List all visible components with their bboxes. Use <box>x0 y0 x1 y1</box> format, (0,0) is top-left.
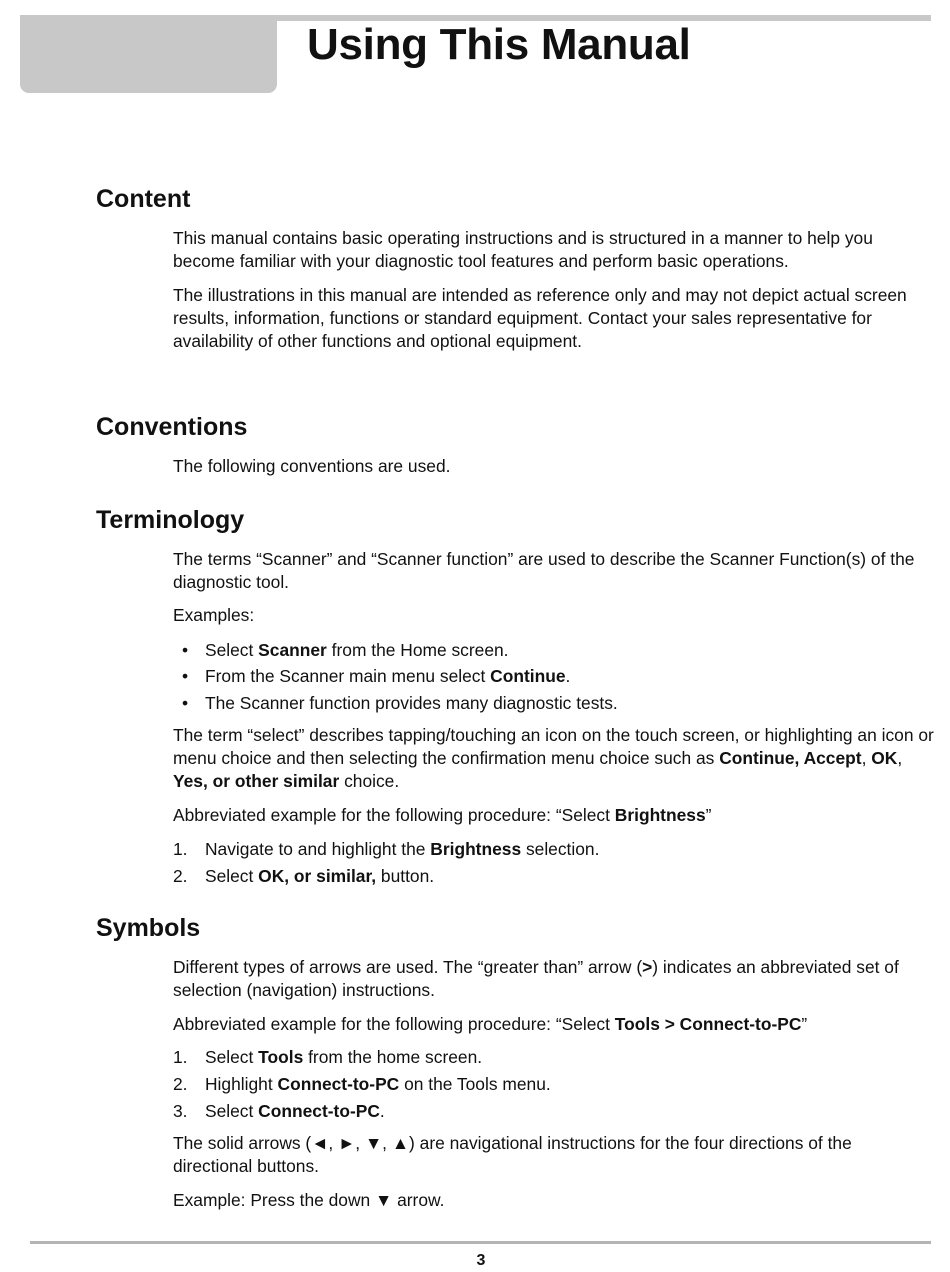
conventions-paragraph: The following conventions are used. <box>173 456 451 476</box>
bullet-marker: • <box>182 640 189 660</box>
section-heading-content: Content <box>96 185 191 213</box>
page-title: Using This Manual <box>307 20 691 69</box>
step-number: 1. <box>173 839 188 859</box>
header-tab-block <box>20 15 277 93</box>
section-heading-terminology: Terminology <box>96 506 245 534</box>
step-number: 1. <box>173 1047 188 1067</box>
bullet-marker: • <box>182 693 189 713</box>
section-heading-symbols: Symbols <box>96 914 201 942</box>
step-number: 2. <box>173 1074 188 1094</box>
abbreviated-example-tools: Abbreviated example for the following procedure: “Select Tools > Connect-to-PC” <box>173 1014 808 1034</box>
content-paragraph-2: The illustrations in this manual are intended as reference only and may not depict actual screen results, information, functions or standard equipment. Contact your sales representative for availability of other functions and optional equipment. <box>173 285 907 352</box>
examples-label: Examples: <box>173 605 255 625</box>
abbreviated-example-brightness: Abbreviated example for the following procedure: “Select Brightness” <box>173 805 712 825</box>
page-number: 3 <box>476 1252 486 1269</box>
terminology-paragraph: The terms “Scanner” and “Scanner function” are used to describe the Scanner Function(s) of the diagnostic tool. <box>173 549 915 593</box>
select-term-paragraph: The term “select” describes tapping/touching an icon on the touch screen, or highlighting an icon or menu choice and then selecting the confirmation menu choice such as Continue, Accept, OK, Yes, or other similar choice. <box>173 725 934 792</box>
solid-arrows-paragraph: The solid arrows (◄, ►, ▼, ▲) are navigational instructions for the four directions of the directional buttons. <box>173 1133 852 1177</box>
symbols-paragraph: Different types of arrows are used. The “greater than” arrow (>) indicates an abbreviated set of selection (navigation) instructions. <box>173 957 899 1001</box>
section-heading-conventions: Conventions <box>96 413 248 441</box>
step-number: 2. <box>173 866 188 886</box>
step-number: 3. <box>173 1101 188 1121</box>
footer-rule <box>30 1241 931 1244</box>
down-arrow-example: Example: Press the down ▼ arrow. <box>173 1190 445 1210</box>
content-paragraph-1: This manual contains basic operating instructions and is structured in a manner to help you become familiar with your diagnostic tool features and perform basic operations. <box>173 228 873 272</box>
bullet-marker: • <box>182 666 189 686</box>
